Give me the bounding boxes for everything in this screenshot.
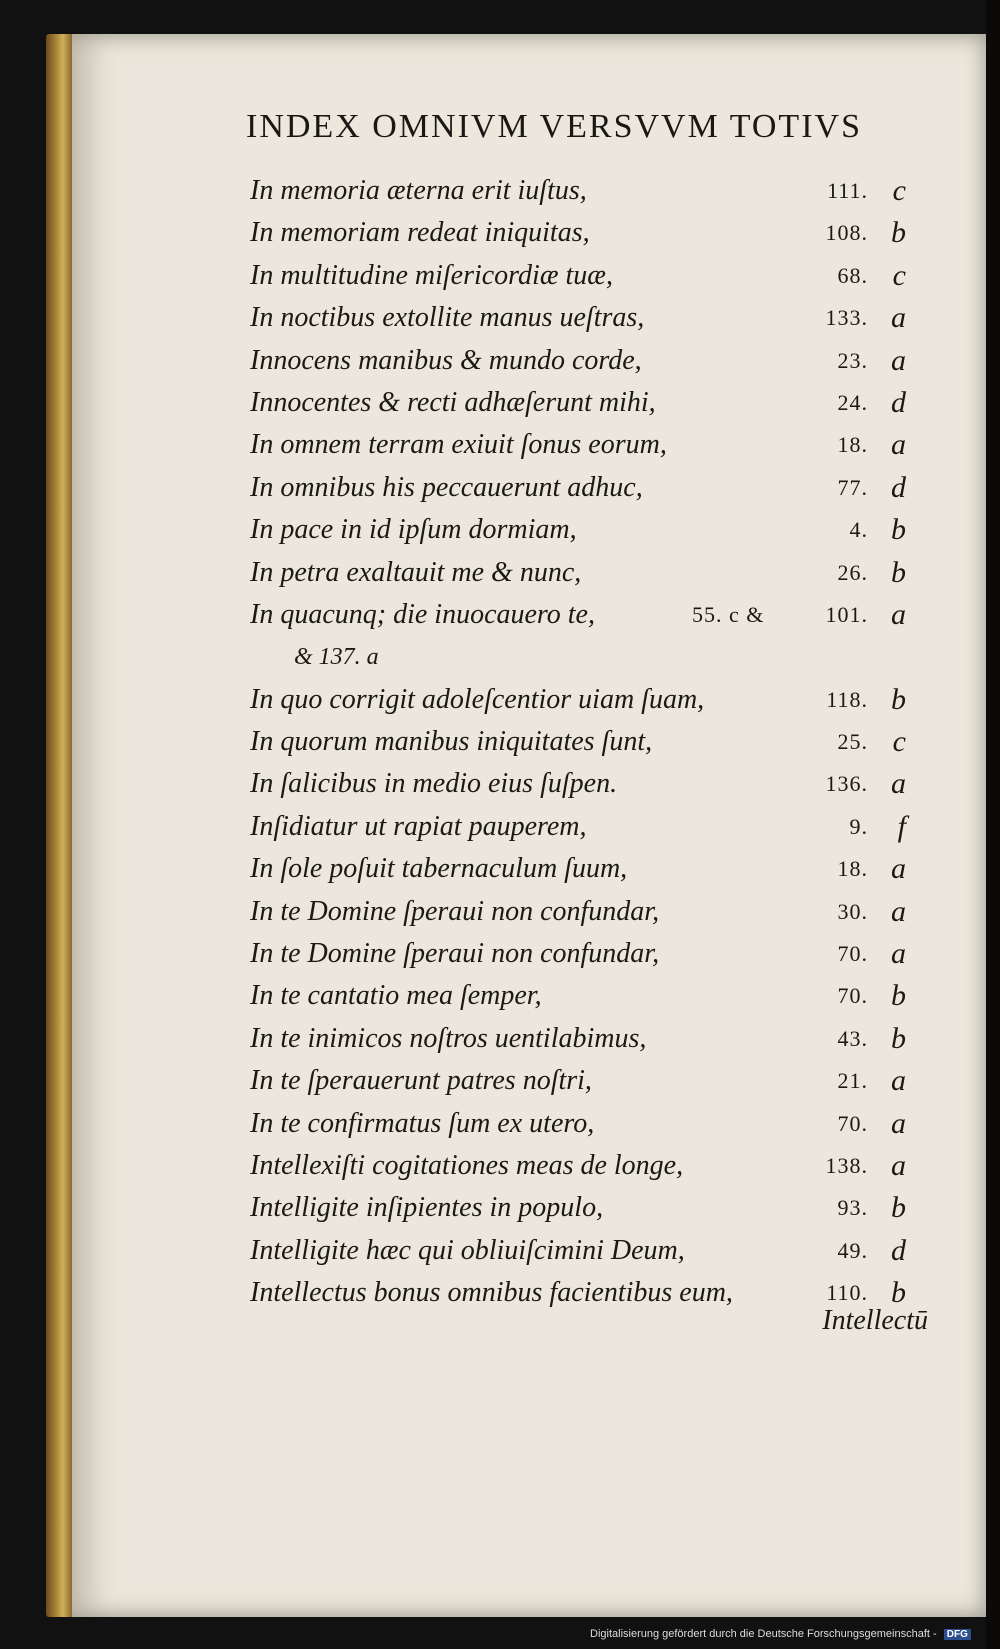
index-entry xyxy=(250,594,920,636)
entry-verse-letter: a xyxy=(891,597,906,631)
entry-text: In te inimicos noſtros uentilabimus, xyxy=(250,1022,647,1054)
entry-psalm-number: 25. xyxy=(837,729,868,755)
index-entry xyxy=(250,1060,920,1102)
entry-verse-letter: b xyxy=(891,1276,906,1310)
index-entry xyxy=(250,552,920,594)
entry-psalm-number: 133. xyxy=(825,305,868,331)
entry-psalm-number: 138. xyxy=(825,1152,868,1178)
entry-text: In ſole poſuit tabernaculum ſuum, xyxy=(250,853,628,885)
index-entry xyxy=(250,509,920,551)
index-entry xyxy=(250,255,920,297)
index-entry xyxy=(250,382,920,424)
entry-psalm-number: 49. xyxy=(837,1237,868,1263)
entry-psalm-number: 18. xyxy=(837,432,868,458)
index-entries xyxy=(250,170,920,1315)
entry-verse-letter: a xyxy=(891,1064,906,1098)
entry-psalm-number: 108. xyxy=(825,220,868,246)
entry-psalm-number: 30. xyxy=(837,898,868,924)
entry-text: Innocens manibus & mundo corde, xyxy=(250,344,642,376)
entry-verse-letter: f xyxy=(897,809,906,843)
entry-text: In te cantatio mea ſemper, xyxy=(250,980,542,1012)
entry-verse-letter: a xyxy=(891,428,906,462)
index-entry xyxy=(250,1187,920,1229)
entry-text: Intelligite inſipientes in populo, xyxy=(250,1192,604,1224)
entry-verse-letter: d xyxy=(891,385,906,419)
entry-text: Intelligite hæc qui obliuiſcimini Deum, xyxy=(250,1234,685,1266)
entry-verse-letter: b xyxy=(891,216,906,250)
index-entry xyxy=(250,340,920,382)
index-entry xyxy=(250,1230,920,1272)
entry-psalm-number: 77. xyxy=(837,474,868,500)
index-entry xyxy=(250,933,920,975)
entry-text: Innocentes & recti adhæſerunt mihi, xyxy=(250,386,656,418)
entry-verse-letter: c xyxy=(892,258,906,292)
index-entry xyxy=(250,721,920,763)
entry-psalm-number: 26. xyxy=(837,559,868,585)
entry-psalm-number: 23. xyxy=(837,347,868,373)
entry-verse-letter: b xyxy=(891,682,906,716)
entry-verse-letter: a xyxy=(891,343,906,377)
entry-psalm-number: 21. xyxy=(837,1068,868,1094)
entry-text: & 137. a xyxy=(294,644,379,671)
entry-verse-letter: a xyxy=(891,767,906,801)
entry-text: In multitudine miſericordiæ tuæ, xyxy=(250,259,613,291)
entry-text: In te ſperauerunt patres noſtri, xyxy=(250,1065,592,1097)
entry-verse-letter: c xyxy=(892,174,906,207)
index-entry xyxy=(250,806,920,848)
entry-psalm-number: 9. xyxy=(849,813,868,839)
entry-text: In quorum manibus iniquitates ſunt, xyxy=(250,726,653,758)
entry-text: In omnibus his peccauerunt adhuc, xyxy=(250,471,643,503)
index-entry xyxy=(250,170,920,212)
footer-text: Digitalisierung gefördert durch die Deutsche Forschungsgemeinschaft - xyxy=(590,1628,937,1640)
entry-psalm-number: 70. xyxy=(837,1110,868,1136)
entry-verse-letter: b xyxy=(891,1191,906,1225)
entry-text: Intellexiſti cogitationes meas de longe, xyxy=(250,1149,684,1181)
index-entry xyxy=(250,467,920,509)
index-entry xyxy=(250,891,920,933)
index-entry xyxy=(250,297,920,339)
entry-text: Intellectus bonus omnibus facientibus eum, xyxy=(250,1277,733,1309)
entry-text: In noctibus extollite manus ueſtras, xyxy=(250,302,645,334)
entry-verse-letter: d xyxy=(891,1233,906,1267)
entry-verse-letter: a xyxy=(891,894,906,928)
entry-text: In te Domine ſperaui non confundar, xyxy=(250,895,660,927)
index-entry xyxy=(250,848,920,890)
index-entry xyxy=(250,212,920,254)
index-entry xyxy=(250,1103,920,1145)
entry-psalm-number: 136. xyxy=(825,771,868,797)
entry-text: In petra exaltauit me & nunc, xyxy=(250,556,582,588)
entry-verse-letter: a xyxy=(891,852,906,886)
entry-verse-letter: a xyxy=(891,1148,906,1182)
entry-verse-letter: b xyxy=(891,1021,906,1055)
entry-text: In omnem terram exiuit ſonus eorum, xyxy=(250,429,667,461)
entry-text: Inſidiatur ut rapiat pauperem, xyxy=(250,810,587,842)
index-entry xyxy=(250,975,920,1017)
entry-psalm-number: 93. xyxy=(837,1195,868,1221)
entry-text: In quo corrigit adoleſcentior uiam ſuam, xyxy=(250,683,705,715)
entry-verse-letter: a xyxy=(891,1106,906,1140)
index-entry xyxy=(250,763,920,805)
entry-verse-letter: b xyxy=(891,555,906,589)
book-edge xyxy=(46,34,74,1617)
index-entry xyxy=(250,1145,920,1187)
background-edge xyxy=(986,0,1000,1649)
index-entry xyxy=(250,1018,920,1060)
entry-psalm-number: 18. xyxy=(837,856,868,882)
entry-verse-letter: b xyxy=(891,979,906,1013)
entry-psalm-number: 101. xyxy=(825,601,868,627)
index-entry xyxy=(250,1272,920,1314)
page-header: INDEX OMNIVM VERSVVM TOTIVS xyxy=(246,108,862,145)
entry-psalm-number: 68. xyxy=(837,262,868,288)
entry-text: In te Domine ſperaui non confundar, xyxy=(250,938,660,970)
entry-text: In ſalicibus in medio eius ſuſpen. xyxy=(250,768,618,800)
index-entry xyxy=(250,679,920,721)
entry-verse-letter: b xyxy=(891,513,906,547)
dfg-logo: DFG xyxy=(944,1629,971,1640)
entry-text: In quacunq; die inuocauero te, xyxy=(250,598,595,630)
entry-psalm-number: 110. xyxy=(826,1280,868,1306)
entry-psalm-number: 24. xyxy=(837,389,868,415)
entry-text: In memoriam redeat iniquitas, xyxy=(250,217,590,249)
entry-psalm-number: 118. xyxy=(826,686,868,712)
entry-verse-letter: d xyxy=(891,470,906,504)
entry-verse-letter: a xyxy=(891,301,906,335)
index-entry xyxy=(250,636,920,678)
entry-text: In te confirmatus ſum ex utero, xyxy=(250,1107,595,1139)
entry-verse-letter: a xyxy=(891,937,906,971)
entry-verse-letter: c xyxy=(892,725,906,759)
entry-psalm-number: 4. xyxy=(849,517,868,543)
entry-text: In memoria æterna erit iuſtus, xyxy=(250,175,587,206)
digitization-footer xyxy=(590,1628,990,1640)
catchword: Intellectū xyxy=(822,1305,928,1336)
entry-psalm-number: 43. xyxy=(837,1025,868,1051)
index-entry xyxy=(250,424,920,466)
entry-extra-reference: 55. c & xyxy=(692,601,765,627)
entry-text: In pace in id ipſum dormiam, xyxy=(250,514,577,546)
entry-psalm-number: 111. xyxy=(827,178,868,203)
entry-psalm-number: 70. xyxy=(837,983,868,1009)
entry-psalm-number: 70. xyxy=(837,941,868,967)
